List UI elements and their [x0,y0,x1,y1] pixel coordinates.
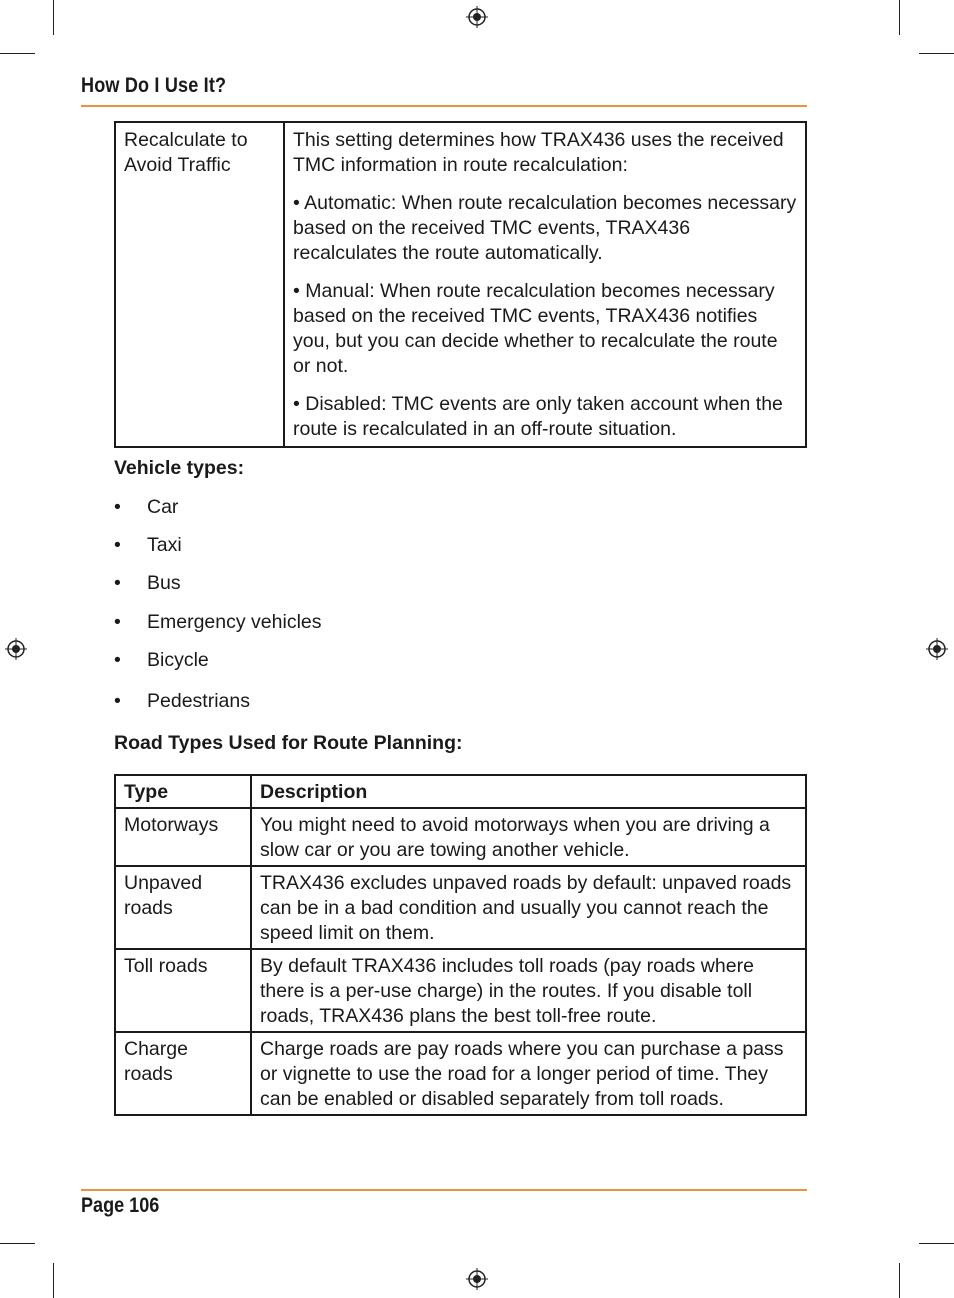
road-description-cell: TRAX436 excludes unpaved roads by default: unpaved roads can be in a bad condition and usually you cannot reach the speed limit on them. [251,866,806,949]
registration-mark-icon [466,1268,488,1290]
trim-mark [919,1243,954,1244]
trim-mark [899,1263,900,1298]
trim-mark [0,53,35,54]
header-rule [81,105,807,107]
setting-name: Recalculate to Avoid Traffic [115,122,284,447]
setting-description [284,122,806,447]
page-number: Page 106 [81,1194,160,1217]
road-type-cell: Motorways [115,808,251,866]
table-row [115,866,806,949]
table-header-row [115,775,806,808]
registration-mark-icon [466,6,488,28]
setting-paragraph: • Manual: When route recalculation becomes necessary based on the received TMC events, TRAX436 notifies you, but you can decide whether to recalculate the route or not. [293,280,778,377]
trim-mark [899,0,900,35]
road-type-cell: Toll roads [115,949,251,1032]
setting-paragraph: • Automatic: When route recalculation becomes necessary based on the received TMC events, TRAX436 recalculates the route automatically. [293,192,797,264]
table-row [115,808,806,866]
road-description-cell: Charge roads are pay roads where you can purchase a pass or vignette to use the road for a longer period of time. They can be enabled or disabled separately from toll roads. [251,1032,806,1115]
setting-paragraph: • Disabled: TMC events are only taken account when the route is recalculated in an off-route situation. [293,393,783,440]
road-type-cell: Unpaved roads [115,866,251,949]
trim-mark [53,0,54,35]
registration-mark-icon [926,638,948,660]
column-header-description: Description [251,775,806,808]
setting-paragraph: This setting determines how TRAX436 uses the received TMC information in route recalculation: [293,129,784,176]
road-type-cell: Charge roads [115,1032,251,1115]
table-row [115,949,806,1032]
vehicle-types-heading: Vehicle types: [114,457,245,479]
footer-rule [81,1189,807,1191]
road-description-cell: You might need to avoid motorways when you are driving a slow car or you are towing another vehicle. [251,808,806,866]
column-header-type: Type [115,775,251,808]
road-types-table [114,774,807,1116]
registration-mark-icon [5,638,27,660]
table-row [115,1032,806,1115]
trim-mark [53,1263,54,1298]
road-types-heading: Road Types Used for Route Planning: [114,732,463,754]
trim-mark [0,1243,35,1244]
trim-mark [919,53,954,54]
settings-table [114,121,807,448]
road-description-cell: By default TRAX436 includes toll roads (pay roads where there is a per-use charge) in the routes. If you disable toll roads, TRAX436 plans the best toll-free route. [251,949,806,1032]
page-header-title: How Do I Use It? [81,74,227,97]
table-row [115,122,806,447]
